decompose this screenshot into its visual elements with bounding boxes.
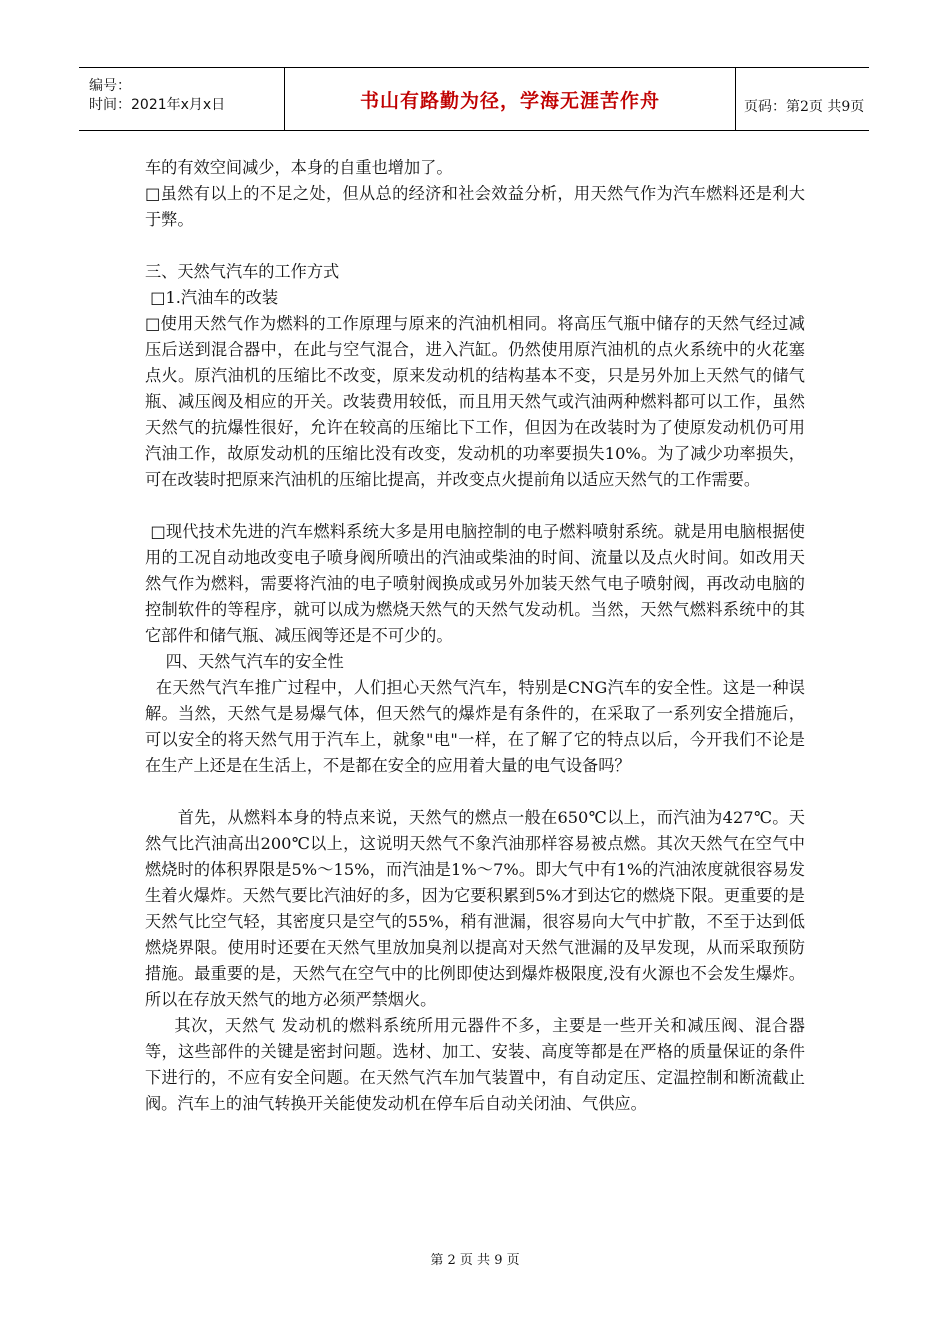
section-heading: 四、天然气汽车的安全性 [145, 652, 344, 671]
paragraph: □虽然有以上的不足之处，但从总的经济和社会效益分析，用天然气作为汽车燃料还是利大于弊。 [145, 184, 805, 229]
header-page-number: 页码：第2页 共9页 [744, 99, 865, 115]
header-motto-cell [284, 68, 736, 130]
blank-line [145, 493, 805, 519]
section-heading: 三、天然气汽车的工作方式 [145, 262, 340, 281]
header-page-cell [736, 68, 869, 130]
blank-line [145, 233, 805, 259]
blank-line [145, 779, 805, 805]
page-footer: 第 2 页 共 9 页 [430, 1253, 520, 1268]
paragraph: 其次，天然气 发动机的燃料系统所用元器件不多，主要是一些开关和减压阀、混合器等，这些部件的关键是密封问题。选材、加工、安装、高度等都是在严格的质量保证的条件下进行的，不应有安全问题。在天然气汽车加气装置中，有自动定压、定温控制和断流截止阀。汽车上的油气转换开关能使发动机在停车后自动关闭油、气供应。 [145, 1016, 805, 1113]
header-motto: 书山有路勤为径，学海无涯苦作舟 [359, 90, 660, 112]
document-number-label: 编号： [89, 78, 131, 94]
paragraph: 首先，从燃料本身的特点来说，天然气的燃点一般在650℃以上，而汽油为427℃。天 然气比汽油高出200℃以上，这说明天然气不象汽油那样容易被点燃。其次天然气在空气中燃烧时的体积界限是5%～15%，而汽油是1%～7%。即大气中有1%的汽油浓度就很容易发生着火爆炸。天然气要比汽油好的多，因为它要积累到5%才到达它的燃烧下限。更重要的是天然气比空气轻，其密度只是空气的55%，稍有泄漏，很容易向大气中扩散，不至于达到低燃烧界限。使用时还要在天然气里放加臭剂以提高对天然气泄漏的及早发现，从而采取预防措施。最重要的是，天然气在空气中的比例即使达到爆炸极限度,没有火源也不会发生爆炸。 所以在存放天然气的地方必须严禁烟火。 [145, 808, 811, 1009]
header-meta-cell [79, 68, 284, 130]
paragraph: □使用天然气作为燃料的工作原理与原来的汽油机相同。将高压气瓶中储存的天然气经过减压后送到混合器中，在此与空气混合，进入汽缸。仍然使用原汽油机的点火系统中的火花塞点火。原汽油机的压缩比不改变，原来发动机的结构基本不变，只是另外加上天然气的储气瓶、减压阀及相应的开关。改装费用较低，而且用天然气或汽油两种燃料都可以工作，虽然天然气的抗爆性很好，允许在较高的压缩比下工作，但因为在改装时为了使原发动机仍可用汽油工作，故原发动机的压缩比没有改变，发动机的功率要损失10%。为了减少功率损失，可在改装时把原来汽油机的压缩比提高，并改变点火提前角以适应天然气的工作需要。 [145, 314, 805, 489]
paragraph: 在天然气汽车推广过程中，人们担心天然气汽车，特别是CNG汽车的安全性。这是一种误解。当然，天然气是易爆气体，但天然气的爆炸是有条件的，在采取了一系列安全措施后，可以安全的将天然气用于汽车上，就象"电"一样，在了解了它的特点以后，今开我们不论是在生产上还是在生活上，不是都在安全的应用着大量的电气设备吗？ [145, 678, 805, 775]
document-time-label: 时间：2021年x月x日 [89, 97, 226, 113]
paragraph: 车的有效空间减少，本身的自重也增加了。 [145, 158, 453, 177]
paragraph: □现代技术先进的汽车燃料系统大多是用电脑控制的电子燃料喷射系统。就是用电脑根据使用的工况自动地改变电子喷身阀所喷出的汽油或柴油的时间、流量以及点火时间。如改用天然气作为燃料，需要将汽油的电子喷射阀换成或另外加装天然气电子喷射阀，再改动电脑的控制软件的等程序，就可以成为燃烧天然气的天然气发动机。当然，天然气燃料系统中的其它部件和储气瓶、减压阀等还是不可少的。 [145, 522, 805, 645]
page-header [79, 67, 869, 131]
subsection-heading: □1.汽油车的改装 [145, 288, 279, 307]
document-body [145, 155, 811, 1117]
